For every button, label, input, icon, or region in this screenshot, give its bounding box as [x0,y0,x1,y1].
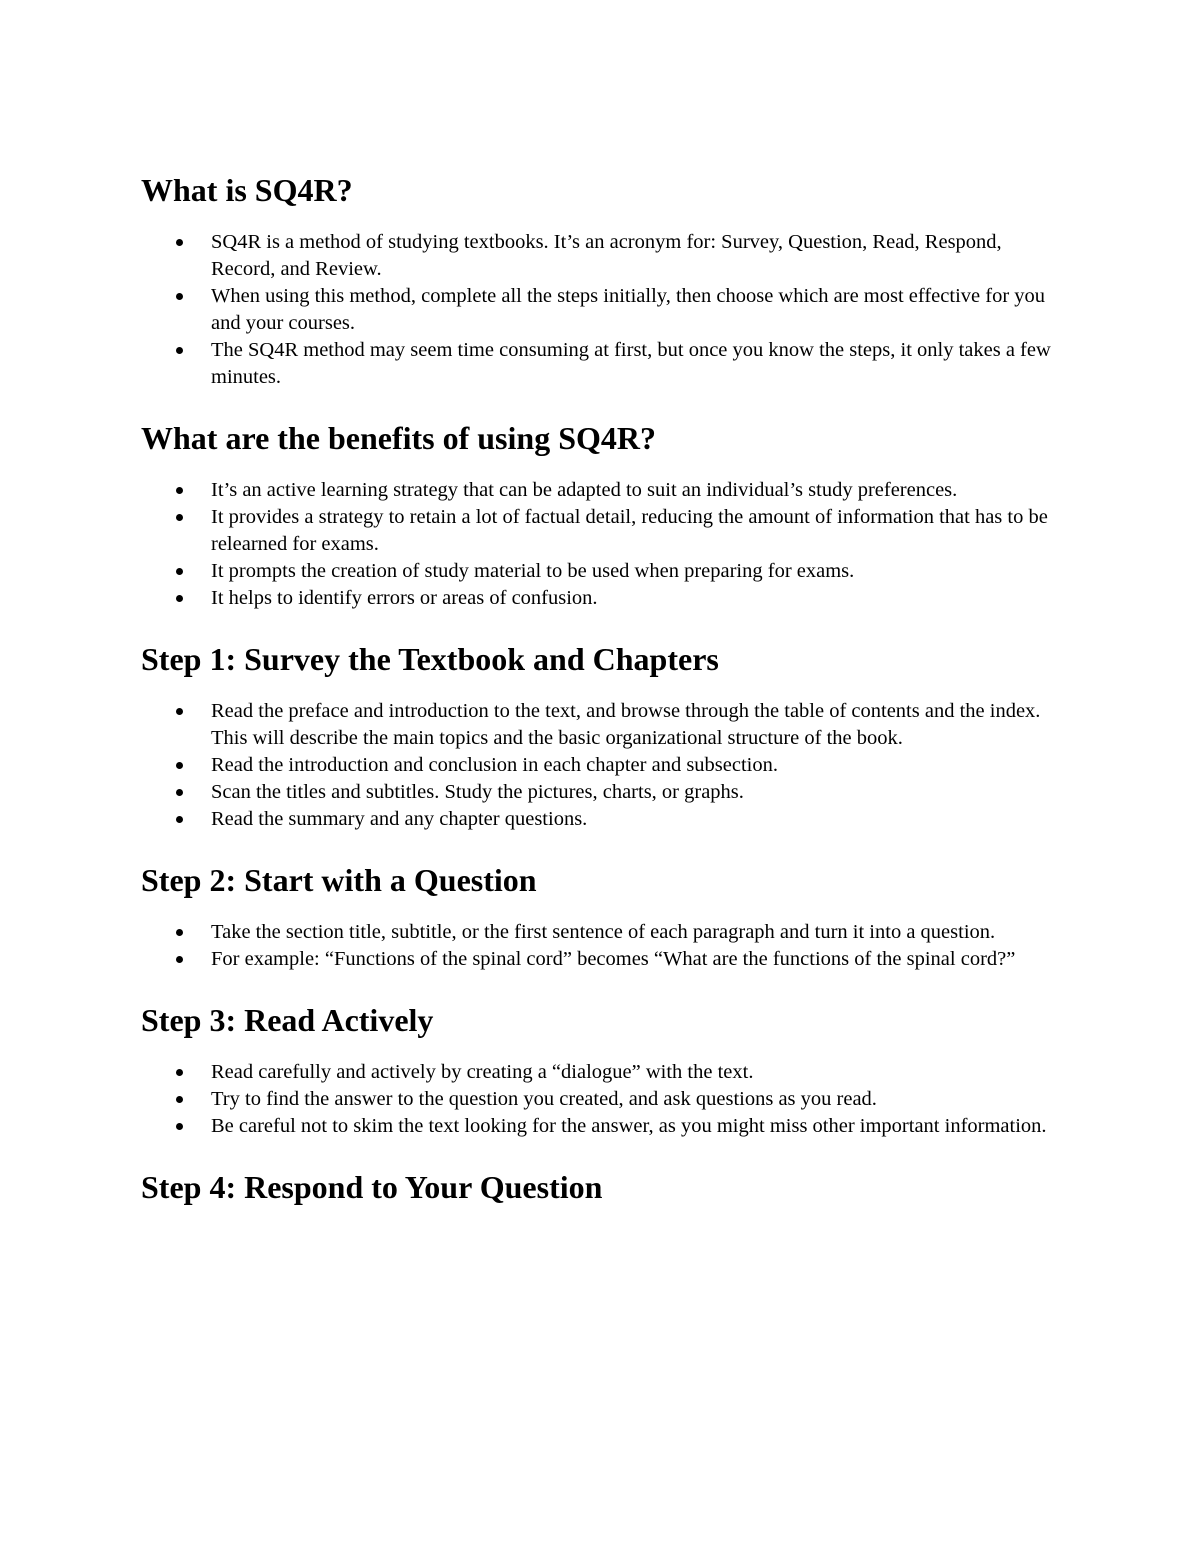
section-step-2 [141,858,1071,973]
list-item [141,698,1071,752]
section-heading: Step 4: Respond to Your Question [141,1169,603,1205]
section-step-3 [141,998,1071,1140]
list-item-text: It provides a strategy to retain a lot of factual detail, reducing the amount of information that has to be relearned for exams. [211,506,1048,555]
section-heading: Step 1: Survey the Textbook and Chapters [141,641,719,677]
section-heading: What is SQ4R? [141,172,353,208]
section-heading: Step 2: Start with a Question [141,862,537,898]
list-item-text: For example: “Functions of the spinal cord” becomes “What are the functions of the spinal cord?” [211,948,1016,970]
section-benefits [141,416,1071,612]
list-item [141,1059,1071,1086]
bullet-icon [176,1069,183,1076]
bullet-list [141,919,1071,973]
list-item [141,504,1071,558]
bullet-icon [176,708,183,715]
list-item [141,1113,1071,1140]
bullet-icon [176,514,183,521]
list-item-text: Read the summary and any chapter questions. [211,808,588,830]
list-item-text: Read the preface and introduction to the text, and browse through the table of contents and the index. This will describe the main topics and the basic organizational structure of the book. [211,700,1041,749]
list-item [141,585,1071,612]
list-item-text: Be careful not to skim the text looking for the answer, as you might miss other important information. [211,1115,1047,1137]
list-item [141,752,1071,779]
list-item-text: Scan the titles and subtitles. Study the pictures, charts, or graphs. [211,781,744,803]
bullet-icon [176,239,183,246]
bullet-icon [176,762,183,769]
section-step-1 [141,637,1071,833]
section-heading: Step 3: Read Actively [141,1002,434,1038]
list-item-text: The SQ4R method may seem time consuming at first, but once you know the steps, it only takes a few minutes. [211,339,1051,388]
bullet-icon [176,1096,183,1103]
bullet-list [141,229,1071,391]
list-item-text: Read the introduction and conclusion in each chapter and subsection. [211,754,778,776]
bullet-list [141,698,1071,833]
bullet-icon [176,293,183,300]
list-item-text: It prompts the creation of study material to be used when preparing for exams. [211,560,855,582]
list-item [141,1086,1071,1113]
list-item [141,477,1071,504]
bullet-icon [176,568,183,575]
list-item [141,337,1071,391]
bullet-icon [176,789,183,796]
section-heading: What are the benefits of using SQ4R? [141,420,656,456]
list-item [141,806,1071,833]
bullet-icon [176,956,183,963]
bullet-list [141,477,1071,612]
list-item-text: Read carefully and actively by creating a “dialogue” with the text. [211,1061,754,1083]
bullet-icon [176,816,183,823]
bullet-list [141,1059,1071,1140]
bullet-icon [176,929,183,936]
document-content [141,168,1071,1226]
section-what-is-sq4r [141,168,1071,391]
list-item [141,558,1071,585]
list-item [141,283,1071,337]
list-item-text: Try to find the answer to the question you created, and ask questions as you read. [211,1088,877,1110]
list-item-text: Take the section title, subtitle, or the first sentence of each paragraph and turn it into a question. [211,921,996,943]
list-item [141,779,1071,806]
list-item [141,946,1071,973]
list-item-text: It’s an active learning strategy that can be adapted to suit an individual’s study preferences. [211,479,958,501]
list-item-text: SQ4R is a method of studying textbooks. It’s an acronym for: Survey, Question, Read, Respond, Record, and Review. [211,231,1002,280]
list-item-text: It helps to identify errors or areas of confusion. [211,587,598,609]
list-item [141,919,1071,946]
bullet-icon [176,595,183,602]
list-item [141,229,1071,283]
section-step-4 [141,1165,1071,1209]
bullet-icon [176,1123,183,1130]
list-item-text: When using this method, complete all the steps initially, then choose which are most effective for you and your courses. [211,285,1046,334]
bullet-icon [176,347,183,354]
bullet-icon [176,487,183,494]
